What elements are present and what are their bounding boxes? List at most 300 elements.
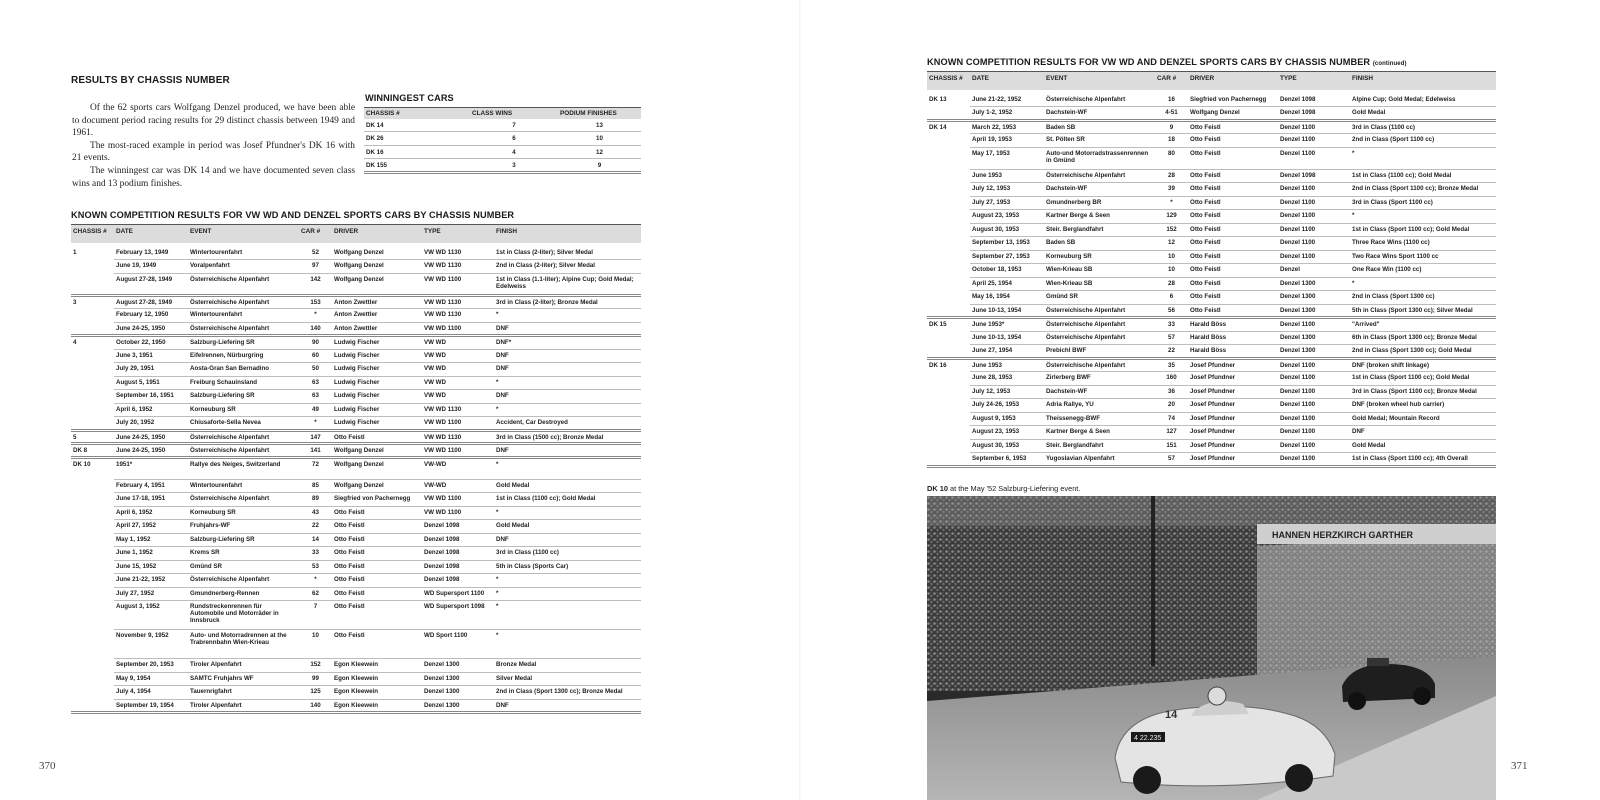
- result-row: [927, 331, 1496, 345]
- result-row: [927, 169, 1496, 183]
- event-cell: Österreichische Alpenfahrt: [1044, 331, 1155, 345]
- car-number-cell: 28: [1155, 277, 1188, 291]
- type-cell: Denzel 1300: [422, 686, 494, 700]
- chassis-cell: [927, 210, 970, 224]
- winningest-row: [364, 132, 641, 145]
- date-cell: February 13, 1949: [114, 243, 188, 260]
- event-cell: Dachstein-WF: [1044, 183, 1155, 197]
- driver-cell: Egon Kleewein: [332, 699, 422, 713]
- result-row: [927, 412, 1496, 426]
- car-number-cell: 35: [1155, 358, 1188, 372]
- type-cell: Denzel 1098: [422, 520, 494, 534]
- result-row: [71, 309, 641, 323]
- type-cell: Denzel 1098: [422, 533, 494, 547]
- car-number-cell: 16: [1155, 90, 1188, 107]
- type-cell: Denzel 1100: [1278, 223, 1350, 237]
- result-row: [71, 533, 641, 547]
- date-cell: June 24-25, 1950: [114, 444, 188, 458]
- type-cell: Denzel 1100: [1278, 250, 1350, 264]
- photo-caption: [927, 484, 1080, 493]
- date-cell: May 17, 1953: [970, 147, 1044, 169]
- event-cell: Österreichische Alpenfahrt: [1044, 90, 1155, 107]
- column-header: FINISH: [1350, 72, 1496, 90]
- finish-cell: DNF*: [494, 336, 641, 350]
- event-cell: Baden SB: [1044, 237, 1155, 251]
- finish-cell: 5th in Class (Sport 1300 cc); Silver Medal: [1350, 304, 1496, 318]
- car-number-cell: 125: [299, 686, 332, 700]
- driver-cell: Ludwig Fischer: [332, 390, 422, 404]
- car-number-cell: 89: [299, 493, 332, 507]
- result-row: [71, 506, 641, 520]
- type-cell: Denzel 1100: [1278, 120, 1350, 134]
- finish-cell: DNF (broken wheel hub carrier): [1350, 399, 1496, 413]
- car-number-cell: 28: [1155, 169, 1188, 183]
- caption-text: at the May '52 Salzburg-Liefering event.: [947, 484, 1081, 493]
- car-number-cell: 18: [1155, 134, 1188, 148]
- driver-cell: Egon Kleewein: [332, 659, 422, 673]
- chassis-cell: [927, 331, 970, 345]
- event-cell: Österreichische Alpenfahrt: [188, 493, 299, 507]
- event-cell: Aosta-Gran San Bernadino: [188, 363, 299, 377]
- chassis-cell: [71, 390, 114, 404]
- chassis-cell: [71, 560, 114, 574]
- type-cell: Denzel 1100: [1278, 439, 1350, 453]
- result-row: [927, 183, 1496, 197]
- result-row: [927, 385, 1496, 399]
- date-cell: 1951*: [114, 457, 188, 479]
- finish-cell: Accident, Car Destroyed: [494, 417, 641, 431]
- result-row: [927, 372, 1496, 386]
- result-row: [927, 147, 1496, 169]
- finish-cell: DNF: [494, 390, 641, 404]
- car-number-cell: 6: [1155, 291, 1188, 305]
- car-number-cell: *: [1155, 196, 1188, 210]
- result-row: [71, 430, 641, 444]
- event-cell: Fruhjahrs-WF: [188, 520, 299, 534]
- date-cell: June 27, 1954: [970, 345, 1044, 359]
- car-number-cell: 7: [299, 601, 332, 630]
- event-cell: Prebichl BWF: [1044, 345, 1155, 359]
- chassis-cell: [71, 699, 114, 713]
- driver-cell: Anton Zwettler: [332, 309, 422, 323]
- type-cell: VW WD 1130: [422, 260, 494, 274]
- car-number-cell: 10: [299, 630, 332, 659]
- result-row: [927, 134, 1496, 148]
- driver-cell: Siegfried von Pachernegg: [332, 493, 422, 507]
- result-row: [927, 399, 1496, 413]
- car-number-cell: 57: [1155, 331, 1188, 345]
- date-cell: June 1953: [970, 169, 1044, 183]
- event-cell: SAMTC Fruhjahrs WF: [188, 672, 299, 686]
- finish-cell: Bronze Medal: [494, 659, 641, 673]
- car-number-cell: 90: [299, 336, 332, 350]
- winningest-row: [364, 119, 641, 132]
- car-number-cell: 152: [1155, 223, 1188, 237]
- finish-cell: Gold Medal; Mountain Record: [1350, 412, 1496, 426]
- result-row: [71, 457, 641, 479]
- chassis-cell: [71, 547, 114, 561]
- type-cell: Denzel 1098: [422, 560, 494, 574]
- driver-cell: Otto Feistl: [332, 520, 422, 534]
- finish-cell: DNF: [494, 444, 641, 458]
- value-cell: 12: [558, 145, 641, 158]
- date-cell: June 15, 1952: [114, 560, 188, 574]
- date-cell: June 1953: [970, 358, 1044, 372]
- chassis-cell: [927, 250, 970, 264]
- car-number-cell: 10: [1155, 250, 1188, 264]
- driver-cell: Otto Feistl: [1188, 291, 1278, 305]
- date-cell: August 5, 1951: [114, 376, 188, 390]
- car-number-cell: 62: [299, 587, 332, 601]
- car-number-cell: 33: [299, 547, 332, 561]
- result-row: [71, 601, 641, 630]
- finish-cell: *: [494, 630, 641, 659]
- type-cell: Denzel 1300: [1278, 291, 1350, 305]
- car-number-cell: 97: [299, 260, 332, 274]
- column-header: FINISH: [494, 225, 641, 243]
- chassis-cell: [71, 659, 114, 673]
- date-cell: June 3, 1951: [114, 349, 188, 363]
- event-cell: Auto-und Motorradstrassenrennen in Gmünd: [1044, 147, 1155, 169]
- car-number-cell: 39: [1155, 183, 1188, 197]
- type-cell: Denzel 1098: [422, 574, 494, 588]
- result-row: [927, 358, 1496, 372]
- date-cell: April 6, 1952: [114, 403, 188, 417]
- chassis-cell: DK 16: [364, 145, 470, 158]
- car-number-cell: 20: [1155, 399, 1188, 413]
- finish-cell: 6th in Class (Sport 1300 cc); Bronze Medal: [1350, 331, 1496, 345]
- type-cell: Denzel 1098: [1278, 169, 1350, 183]
- car-number-cell: 140: [299, 699, 332, 713]
- event-cell: Rallye des Neiges, Switzerland: [188, 457, 299, 479]
- type-cell: Denzel: [1278, 264, 1350, 278]
- driver-cell: Otto Feistl: [332, 601, 422, 630]
- result-row: [927, 90, 1496, 107]
- results-by-chassis-heading: RESULTS BY CHASSIS NUMBER: [71, 75, 230, 86]
- event-cell: Voralpenfahrt: [188, 260, 299, 274]
- car-number-cell: 140: [299, 322, 332, 336]
- result-row: [71, 322, 641, 336]
- driver-cell: Ludwig Fischer: [332, 363, 422, 377]
- type-cell: VW WD 1100: [422, 322, 494, 336]
- finish-cell: Gold Medal: [494, 479, 641, 493]
- event-cell: St. Pölten SR: [1044, 134, 1155, 148]
- finish-cell: 3rd in Class (Sport 1100 cc): [1350, 196, 1496, 210]
- type-cell: Denzel 1100: [1278, 134, 1350, 148]
- result-row: [927, 210, 1496, 224]
- type-cell: Denzel 1100: [1278, 147, 1350, 169]
- result-row: [927, 439, 1496, 453]
- type-cell: Denzel 1300: [422, 699, 494, 713]
- value-cell: 13: [558, 119, 641, 132]
- result-row: [927, 196, 1496, 210]
- chassis-cell: 5: [71, 430, 114, 444]
- result-row: [71, 336, 641, 350]
- column-header: CAR #: [1155, 72, 1188, 90]
- driver-cell: Otto Feistl: [1188, 223, 1278, 237]
- driver-cell: Otto Feistl: [332, 587, 422, 601]
- value-cell: 10: [558, 132, 641, 145]
- type-cell: Denzel 1100: [1278, 183, 1350, 197]
- result-row: [71, 295, 641, 309]
- car-number-cell: 33: [1155, 318, 1188, 332]
- chassis-cell: [71, 493, 114, 507]
- chassis-cell: DK 14: [929, 123, 947, 131]
- chassis-cell: [71, 260, 114, 274]
- column-header: DATE: [114, 225, 188, 243]
- event-cell: Österreichische Alpenfahrt: [188, 574, 299, 588]
- date-cell: July 27, 1952: [114, 587, 188, 601]
- event-cell: Salzburg-Liefering SR: [188, 533, 299, 547]
- date-cell: July 12, 1953: [970, 385, 1044, 399]
- finish-cell: Alpine Cup; Gold Medal; Edelweiss: [1350, 90, 1496, 107]
- driver-cell: Ludwig Fischer: [332, 336, 422, 350]
- car-number-cell: 60: [299, 349, 332, 363]
- result-row: [71, 699, 641, 713]
- car-number-cell: *: [299, 417, 332, 431]
- finish-cell: DNF: [494, 699, 641, 713]
- chassis-cell: 4: [73, 339, 77, 346]
- column-header: CHASSIS #: [927, 72, 970, 90]
- finish-cell: *: [494, 574, 641, 588]
- date-cell: May 9, 1954: [114, 672, 188, 686]
- chassis-cell: DK 15: [929, 321, 947, 328]
- result-row: [71, 444, 641, 458]
- car-number-cell: 85: [299, 479, 332, 493]
- value-cell: 7: [470, 119, 558, 132]
- car-number-cell: 36: [1155, 385, 1188, 399]
- result-row: [71, 630, 641, 659]
- event-cell: Steir. Berglandfahrt: [1044, 223, 1155, 237]
- car-number: 14: [1165, 709, 1178, 721]
- result-row: [927, 277, 1496, 291]
- chassis-cell: DK 26: [364, 132, 470, 145]
- event-cell: Auto- und Motorradrennen at the Trabrennbahn Wien-Krieau: [188, 630, 299, 659]
- chassis-cell: [927, 107, 970, 121]
- driver-cell: Otto Feistl: [1188, 134, 1278, 148]
- driver-cell: Ludwig Fischer: [332, 349, 422, 363]
- results-title: KNOWN COMPETITION RESULTS FOR VW WD AND DENZEL SPORTS CARS BY CHASSIS NUMBER: [71, 210, 515, 220]
- chassis-cell: [71, 686, 114, 700]
- winningest-title: WINNINGEST CARS: [365, 93, 454, 103]
- result-row: [71, 659, 641, 673]
- driver-cell: Harald Böss: [1188, 331, 1278, 345]
- car-number-cell: 74: [1155, 412, 1188, 426]
- chassis-cell: [927, 439, 970, 453]
- page-number-right: 371: [1511, 760, 1528, 772]
- date-cell: July 20, 1952: [114, 417, 188, 431]
- driver-cell: Josef Pfundner: [1188, 439, 1278, 453]
- chassis-cell: [927, 264, 970, 278]
- value-cell: 6: [470, 132, 558, 145]
- driver-cell: Otto Feistl: [1188, 169, 1278, 183]
- date-cell: April 25, 1954: [970, 277, 1044, 291]
- car-number-cell: 160: [1155, 372, 1188, 386]
- chassis-cell: [927, 453, 970, 467]
- chassis-cell: [927, 134, 970, 148]
- date-cell: July 27, 1953: [970, 196, 1044, 210]
- car-number-cell: 152: [299, 659, 332, 673]
- car-number-cell: 63: [299, 390, 332, 404]
- driver-cell: Otto Feistl: [332, 430, 422, 444]
- date-cell: August 30, 1953: [970, 439, 1044, 453]
- event-cell: Korneuburg SR: [188, 403, 299, 417]
- car-number-cell: 14: [299, 533, 332, 547]
- chassis-cell: DK 14: [364, 119, 470, 132]
- winningest-row: [364, 159, 641, 172]
- type-cell: VW-WD: [422, 479, 494, 493]
- finish-cell: Gold Medal: [1350, 107, 1496, 121]
- event-cell: Wintertourenfahrt: [188, 479, 299, 493]
- driver-cell: Anton Zwettler: [332, 295, 422, 309]
- date-cell: September 16, 1951: [114, 390, 188, 404]
- driver-cell: Wolfgang Denzel: [332, 479, 422, 493]
- type-cell: Denzel 1100: [1278, 237, 1350, 251]
- type-cell: Denzel 1100: [1278, 196, 1350, 210]
- finish-cell: *: [494, 506, 641, 520]
- finish-cell: *: [494, 457, 641, 479]
- chassis-cell: [71, 363, 114, 377]
- type-cell: Denzel 1100: [1278, 372, 1350, 386]
- result-row: [71, 672, 641, 686]
- date-cell: June 17-18, 1951: [114, 493, 188, 507]
- chassis-cell: [71, 403, 114, 417]
- winningest-body: [364, 119, 641, 173]
- finish-cell: 3rd in Class (1100 cc): [494, 547, 641, 561]
- type-cell: Denzel 1098: [1278, 107, 1350, 121]
- driver-cell: Otto Feistl: [332, 533, 422, 547]
- type-cell: Denzel 1100: [1278, 210, 1350, 224]
- date-cell: May 16, 1954: [970, 291, 1044, 305]
- event-cell: Wien-Krieau SB: [1044, 264, 1155, 278]
- result-row: [71, 560, 641, 574]
- date-cell: August 23, 1953: [970, 210, 1044, 224]
- chassis-cell: [71, 630, 114, 659]
- car-number-cell: 141: [299, 444, 332, 458]
- event-cell: Yugoslavian Alpenfahrt: [1044, 453, 1155, 467]
- finish-cell: 1st in Class (2-liter); Silver Medal: [494, 243, 641, 260]
- event-cell: Österreichische Alpenfahrt: [188, 273, 299, 295]
- result-row: [927, 345, 1496, 359]
- type-cell: Denzel 1100: [1278, 385, 1350, 399]
- intro-text: [72, 102, 355, 190]
- chassis-cell: 3: [73, 298, 77, 306]
- result-row: [927, 237, 1496, 251]
- value-cell: 3: [470, 159, 558, 172]
- driver-cell: Otto Feistl: [1188, 210, 1278, 224]
- finish-cell: 2nd in Class (Sport 1300 cc); Gold Medal: [1350, 345, 1496, 359]
- type-cell: Denzel 1300: [422, 659, 494, 673]
- finish-cell: *: [494, 587, 641, 601]
- race-photo: [927, 496, 1496, 800]
- finish-cell: *: [1350, 147, 1496, 169]
- date-cell: June 10-13, 1954: [970, 331, 1044, 345]
- finish-cell: *: [1350, 277, 1496, 291]
- type-cell: VW-WD: [422, 457, 494, 479]
- event-cell: Gmünd SR: [1044, 291, 1155, 305]
- chassis-cell: [71, 479, 114, 493]
- intro-paragraph: The winningest car was DK 14 and we have documented seven class wins and 13 podium finishes.: [72, 165, 355, 189]
- results-header-row: [71, 225, 641, 243]
- driver-cell: Egon Kleewein: [332, 672, 422, 686]
- type-cell: VW WD 1100: [422, 273, 494, 295]
- finish-cell: 1st in Class (Sport 1100 cc); Gold Medal: [1350, 223, 1496, 237]
- driver-cell: Harald Böss: [1188, 318, 1278, 332]
- date-cell: July 24-26, 1953: [970, 399, 1044, 413]
- chassis-cell: [927, 385, 970, 399]
- date-cell: September 19, 1954: [114, 699, 188, 713]
- event-cell: Österreichische Alpenfahrt: [1044, 318, 1155, 332]
- car-number-cell: 147: [299, 430, 332, 444]
- finish-cell: Silver Medal: [494, 672, 641, 686]
- result-row: [71, 273, 641, 295]
- car-number-cell: 151: [1155, 439, 1188, 453]
- driver-cell: Otto Feistl: [1188, 237, 1278, 251]
- finish-cell: 5th in Class (Sports Car): [494, 560, 641, 574]
- driver-cell: Egon Kleewein: [332, 686, 422, 700]
- chassis-cell: DK 8: [71, 444, 114, 458]
- driver-cell: Ludwig Fischer: [332, 376, 422, 390]
- finish-cell: 2nd in Class (Sport 1100 cc); Bronze Medal: [1350, 183, 1496, 197]
- event-cell: Baden SB: [1044, 120, 1155, 134]
- value-cell: 4: [470, 145, 558, 158]
- chassis-cell: [71, 322, 114, 336]
- event-cell: Österreichische Alpenfahrt: [188, 295, 299, 309]
- type-cell: VW WD: [422, 363, 494, 377]
- finish-cell: 2nd in Class (Sport 1300 cc): [1350, 291, 1496, 305]
- result-row: [927, 223, 1496, 237]
- finish-cell: DNF: [494, 349, 641, 363]
- page-number-left: 370: [39, 760, 56, 772]
- date-cell: June 1953*: [970, 318, 1044, 332]
- event-cell: Kartner Berge & Seen: [1044, 210, 1155, 224]
- car-number-cell: 50: [299, 363, 332, 377]
- result-row: [927, 318, 1496, 332]
- finish-cell: Two Race Wins Sport 1100 cc: [1350, 250, 1496, 264]
- car-number-cell: 153: [299, 295, 332, 309]
- winningest-table: [364, 107, 641, 174]
- chassis-cell: [927, 345, 970, 359]
- type-cell: Denzel 1100: [1278, 426, 1350, 440]
- event-cell: Österreichische Alpenfahrt: [1044, 169, 1155, 183]
- result-row: [71, 520, 641, 534]
- event-cell: Gmundnerberg BR: [1044, 196, 1155, 210]
- type-cell: VW WD 1130: [422, 403, 494, 417]
- chassis-cell: [927, 399, 970, 413]
- finish-cell: 1st in Class (Sport 1100 cc); Gold Medal: [1350, 372, 1496, 386]
- car-number-cell: 99: [299, 672, 332, 686]
- finish-cell: "Arrived": [1350, 318, 1496, 332]
- finish-cell: 2nd in Class (Sport 1300 cc); Bronze Medal: [494, 686, 641, 700]
- chassis-cell: [927, 304, 970, 318]
- date-cell: September 13, 1953: [970, 237, 1044, 251]
- event-cell: Tauernrigfahrt: [188, 686, 299, 700]
- car-number-cell: 142: [299, 273, 332, 295]
- result-row: [71, 574, 641, 588]
- date-cell: August 9, 1953: [970, 412, 1044, 426]
- column-header: DRIVER: [1188, 72, 1278, 90]
- chassis-cell: [927, 372, 970, 386]
- date-cell: October 22, 1950: [114, 336, 188, 350]
- chassis-cell: [71, 349, 114, 363]
- type-cell: Denzel 1100: [1278, 412, 1350, 426]
- chassis-cell: [71, 672, 114, 686]
- car-number-cell: 63: [299, 376, 332, 390]
- car-number-cell: 57: [1155, 453, 1188, 467]
- event-cell: Dachstein-WF: [1044, 385, 1155, 399]
- column-header: PODIUM FINISHES: [558, 108, 641, 119]
- event-cell: Gmundnerberg-Rennen: [188, 587, 299, 601]
